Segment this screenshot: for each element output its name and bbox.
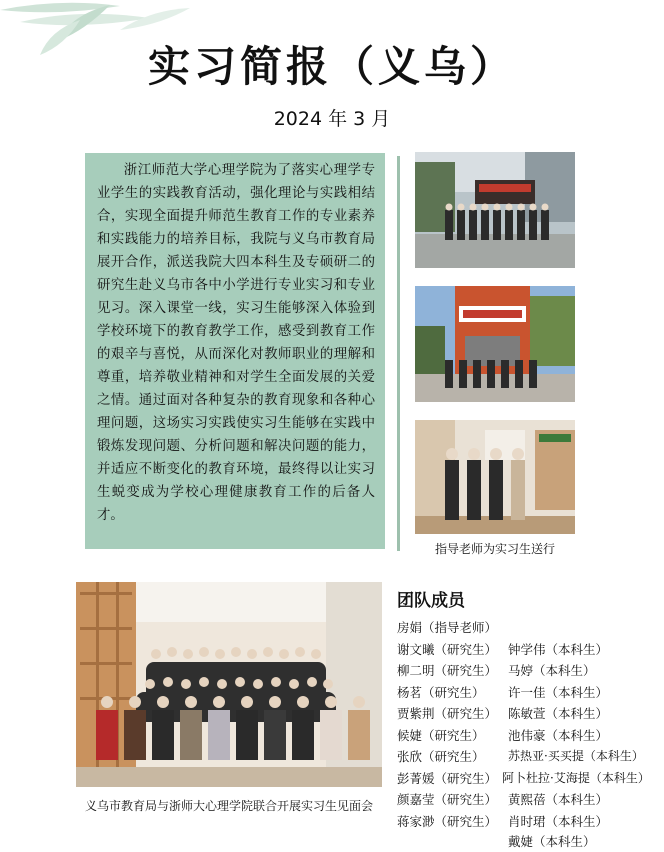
team-member-undergrad: 钟学伟（本科生） <box>508 642 609 657</box>
team-member-grad: 谢文曦（研究生） <box>397 642 498 657</box>
team-member-grad: 柳二明（研究生） <box>397 663 498 678</box>
team-member-undergrad: 阿卜杜拉·艾海提（本科生） <box>502 771 650 785</box>
team-member-grad: 候婕（研究生） <box>397 728 485 743</box>
vertical-divider <box>397 156 400 551</box>
team-heading: 团队成员 <box>397 591 465 611</box>
photo-school-gate <box>415 286 575 402</box>
team-member-grad: 杨茗（研究生） <box>397 685 485 700</box>
send-off-caption: 指导老师为实习生送行 <box>434 542 555 556</box>
team-member-undergrad: 马婷（本科生） <box>508 663 596 678</box>
team-member-undergrad: 黄熙蓓（本科生） <box>508 792 609 807</box>
team-member-undergrad: 戴婕（本科生） <box>508 834 596 849</box>
team-member-undergrad: 池伟豪（本科生） <box>508 728 609 743</box>
report-date: 2024 年 3 月 <box>273 108 391 130</box>
team-member-grad: 张欣（研究生） <box>397 749 485 764</box>
photo-teachers-send-off <box>415 420 575 534</box>
team-advisor: 房娟（指导老师） <box>397 620 498 635</box>
team-member-undergrad: 许一佳（本科生） <box>508 685 609 700</box>
photo-group-sign <box>415 152 575 268</box>
photo-group-meeting <box>76 582 382 787</box>
team-member-grad: 蒋家渺（研究生） <box>397 814 498 829</box>
group-meeting-caption: 义乌市教育局与浙师大心理学院联合开展实习生见面会 <box>84 799 373 813</box>
team-member-grad: 彭菁媛（研究生） <box>397 771 498 786</box>
intro-box <box>85 153 385 549</box>
team-member-grad: 颜嘉莹（研究生） <box>397 792 498 807</box>
team-member-undergrad: 苏热亚·买买提（本科生） <box>508 749 644 763</box>
team-member-grad: 贾紫荆（研究生） <box>397 706 498 721</box>
intro-paragraph: 浙江师范大学心理学院为了落实心理学专业学生的实践教育活动，强化理论与实践相结合，实现全面提升师范生教育工作的专业素养和实践能力的培养目标，我院与义乌市教育局展开合作，派送我院大四本科生及专硕研二的研究生赴义乌市各中小学进行专业实习和专业见习。深入课堂一线，实习生能够深入体验到学校环境下的教育教学工作，感受到教育工作的艰辛与喜悦，从而深化对教师职业的理解和尊重，培养敬业精神和对学生全面发展的关爱之情。通过面对各种复杂的教育现象和各种心理问题，这场实习实践使实习生能够在实践中锻炼发现问题、分析问题和解决问题的能力，并适应不断变化的教育环境，最终得以让实习生蜕变成为学校心理健康教育工作的后备人才。 <box>97 163 375 523</box>
page-title: 实习简报（义乌） <box>147 42 516 91</box>
team-member-undergrad: 陈敏萱（本科生） <box>508 706 609 721</box>
team-member-undergrad: 肖时珺（本科生） <box>508 814 609 829</box>
